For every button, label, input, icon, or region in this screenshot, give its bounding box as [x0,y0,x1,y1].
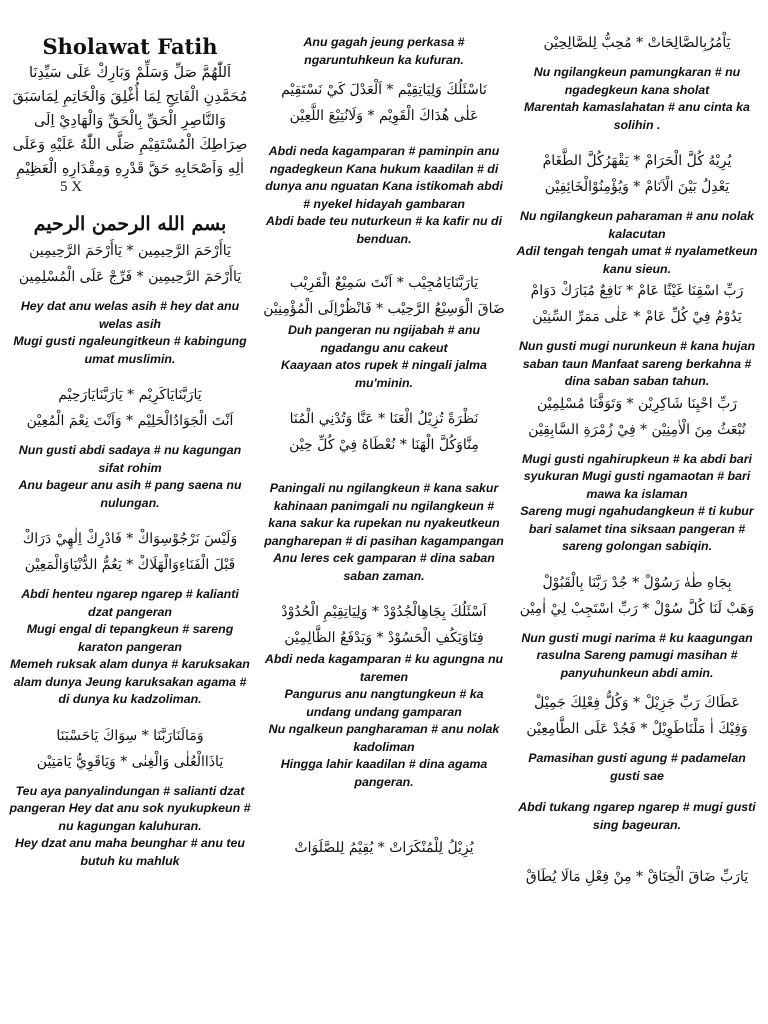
arabic-verse-line: وَهَبْ لَنَا كُلَّ سُوْلْ * رَبِّ اسْتَجِبْ لِيْ اٰمِيْن [519,600,755,617]
page-title: Sholawat Fatih [42,34,218,59]
arabic-verse-line: يُزِيْلُ لِلْمُنْكَرَاتْ * يُقِيْمُ لِلصَّلَوَاتْ [294,840,474,856]
translation-text: Abdi neda kagamparan # paminpin anu ngadegkeun Kana hukum kaadilan # di dunya anu nguatan Kana istikomah abdi # nyekel hidayah gambaran Abdi bade teu nuturkeun # ka kafir nu di benduan. [265,144,503,246]
arabic-verse-line: يَدُوْمُ فِيْ كُلِّ عَامْ * عَلٰى مَمَرِّ السِّنِيْن [532,309,742,325]
repeat-count: 5 X [60,179,83,195]
basmala: بسم الله الرحمن الرحيم [33,213,227,235]
translation-text: Mugi gusti ngahirupkeun # ka abdi bari syukuran Mugi gusti ngamaotan # bari mawa ka islaman Sareng mugi ngahudangkeun # ti kubur bari salamet tina siksaan pangeran # sareng golongan sabiqin. [520,451,754,553]
arabic-verse-line: وَمَالَنَارَبَّنَا * سِوَاكَ يَاحَسْبَنَا [56,727,204,744]
arabic-verse-line: يَارَبِّ ضَاقَ الْخِنَاقْ * مِنْ فِعْلِ مَالَا يُطَاقْ [525,869,749,885]
arabic-verse-line: يَعْدِلُ بَيْنَ الْاَنَامْ * وَيُؤْمِنُوْالْخَائِفِيْن [544,179,730,195]
translation-text: Anu gagah jeung perkasa # ngaruntuhkeun ka kufuran. [303,35,465,67]
arabic-verse-line: فِتَاوَيَكُفِ الْحَسُوْدْ * وَيَدْفَعُ الظَّالِمِيْن [284,630,484,646]
arabic-verse-line: يُرِيْهُ كُلَّ الْحَرَامْ * يَقْهَرُكُلَّ الطَّغَامْ [542,153,732,169]
arabic-prayer-text: اَللّٰهُمَّ صَلِّ وَسَلِّمْ وَبَارِكْ عَلَى سَيِّدِنَا مُحَمَّدِنِ الْفَاتِحِ لِمَا أُغْلِقَ وَالْخَاتِمِ لِمَاسَبَقَ وَالنَّاصِرِ الْحَقِّ بِالْحَقِّ وَالْهَادِيْ اِلَى صِرَاطِكَ الْمُسْتَقِيْمِ صَلَّى اللّٰهُ عَلَيْهِ وَعَلَى اٰلِهِ وَاَصْحَابِهِ حَقَّ قَدْرِهِ وَمِقْدَارِهِ الْعَظِيْمِ [12,65,248,177]
arabic-verse-line: يَاذَاالْعُلٰى وَالْغِنٰى * وَيَاقَوِيُّ يَامَتِيْن [36,753,224,770]
translation-text: Pamasihan gusti agung # padamelan gusti sae [528,751,746,783]
translation-text: Nun gusti mugi narima # ku kaagungan rasulna Sareng pamugi masihan # panyuhunkeun abdi amin. [521,630,753,680]
arabic-verse-line: عَلٰى هُدَاكَ الْقَوِيْم * وَلَانُتِيْعَ اللَّعِيْن [289,108,479,124]
arabic-verse-line: مِنَّاوَكُلَّ الْهَنَا * نُعْطَاهُ فِيْ كُلِّ حِيْن [289,437,479,453]
arabic-verse-line: وَفِيْكَ اٰ مَلْنَاطَوِيْلْ * فَجُدْ عَلَى الطَّامِعِيْن [526,721,748,737]
arabic-verse-line: نَاسْئَلُكَ وَلِيَاتِقِيْم * اَلْعَدْلَ كَيْ نَسْتَقِيْم [281,82,487,98]
arabic-verse-line: اَسْئَلُكَ بِجَاهِالْجُدُوْدْ * وَلِيَاتِقِيْمِ الْحُدُوْدْ [281,604,487,620]
translation-text: Nu ngilangkeun pamungkaran # nu ngadegkeun kana sholat Marentah kamaslahatan # anu cinta ka solihin . [524,65,750,132]
arabic-verse-line: يَاْمُرُبِالصَّالِحَاتْ * مُحِبُّ لِلصَّالِحِيْن [543,35,731,51]
arabic-verse-line: نُبْعَثُ مِنَ الْاٰمِنِيْن * فِيْ زُمْرَةِ السَّابِقِيْن [528,421,746,438]
translation-text: Teu aya panyalindungan # salianti dzat pangeran Hey dat anu sok nyukupkeun # nu kagungan kaluhuran. Hey dzat anu maha beunghar # anu teu butuh ku mahluk [9,783,251,868]
arabic-verse-line: يَارَبَّنَايَامُجِيْب * اَنْتَ سَمِيْعٌ الْقَرِيْب [289,275,479,291]
translation-text: Nu ngilangkeun paharaman # anu nolak kalacutan Adil tengah tengah umat # nyalametkeun kanu sieun. [516,209,758,276]
translation-text: Duh pangeran nu ngijabah # anu ngadangu anu cakeut Kaayaan atos rupek # ningali jalma mu'minin. [281,323,487,390]
arabic-verse-line: يَاأَرْحَمَ الرَّحِيمِين * يَاأَرْحَمَ الرَّحِيمِين [29,243,231,259]
arabic-verse-line: اَنْتَ الْجَوَادُالْحَلِيْم * وَاَنْتَ نِعْمَ الْمُعِيْن [26,413,234,429]
arabic-verse-line: بِجَاهِ طٰهٰ رَسُوْلْ * جُدْ رَبَّنَا بِالْقَبُوْلْ [542,574,732,591]
column-middle [262,34,506,861]
column-left [8,26,252,870]
translation-text: Abdi tukang ngarep ngarep # mugi gusti sing bageuran. [518,800,756,832]
translation-text: Abdi henteu ngarep ngarep # kalianti dzat pangeran Mugi engal di tepangkeun # sareng karaton pangeran Memeh ruksak alam dunya # karuksakan alam dunya Jeung karuksakan agama # di dunya ku kadzoliman. [10,587,250,706]
translation-text: Nun gusti abdi sadaya # nu kagungan sifat rohim Anu bageur anu asih # pang saena nu nulungan. [18,443,242,510]
translation-text: Abdi neda kagamparan # ku agungna nu taremen Pangurus anu nangtungkeun # ka undang undang gamparan Nu ngalkeun pangharaman # anu nolak kadoliman Hingga lahir kaadilan # dina agama pangeran. [264,652,504,789]
arabic-verse-line: رَبِّ احْيِنَا شَاكِرِيْن * وَتَوَفَّنَا مُسْلِمِيْن [536,395,738,412]
arabic-verse-line: ضَاقَ الْوَسِيْعُ الرَّحِيْب * فَانْظُرْاِلَى الْمُؤْمِنِيْن [263,301,505,317]
translation-text: Paningali nu ngilangkeun # kana sakur kahinaan panimgali nu ngilangkeun # kana sakur ka rupekan nu nyakeutkeun pangharepan # di pasihan kagampangan Anu leres cek gamparan # dina saban saban zaman. [264,481,504,583]
column-right [512,30,762,890]
translation-text: Hey dat anu welas asih # hey dat anu welas asih Mugi gusti ngaleungitkeun # kabingung umat muslimin. [13,299,247,366]
arabic-verse-line: يَاأَرْحَمَ الرَّحِيمِين * فَرِّجْ عَلَى الْمُسْلِمِين [18,269,242,285]
arabic-verse-line: وَلَيْسَ نَرْجُوْسِوَاكْ * فَادْرِكْ اِلٰهِيْ دَرَاكْ [22,531,238,547]
arabic-verse-line: رَبِّ اسْقِنَا غَيْثًا عَامْ * نَافِعٌ مُبَارَكْ دَوَامْ [530,283,744,299]
translation-text: Nun gusti mugi nurunkeun # kana hujan saban taun Manfaat sareng berkahna # dina saban saban tahun. [518,339,756,388]
arabic-verse-line: نَظْرَةً تُزِيْلُ الْعَنَا * عَنَّا وَتُدْنِي الْمُنَا [289,411,479,427]
arabic-verse-line: عَطَاكَ رَبِّ جَزِيْلْ * وَكُلُّ فِعْلِكَ جَمِيْلْ [534,695,740,711]
arabic-verse-line: قَبْلَ الْفَنَاءِوَالْهَلَاكْ * يَعُمُّ الدُّنْيَاوَالْمَعِيْن [24,557,236,573]
arabic-verse-line: يَارَبَّنَايَاكَرِيْم * يَارَبَّنَايَارَحِيْم [58,387,202,403]
